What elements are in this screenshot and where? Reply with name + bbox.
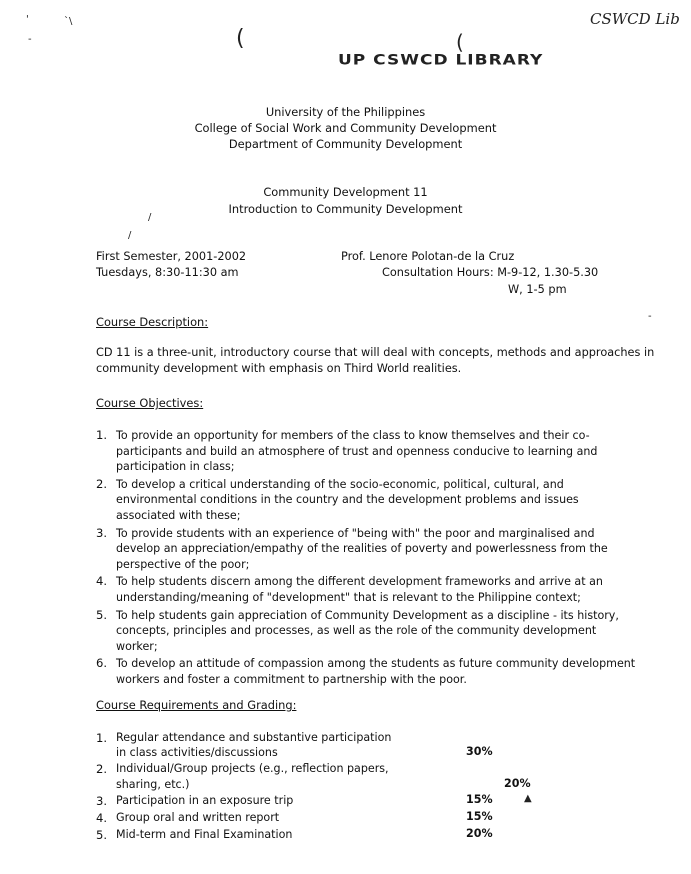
objective-item <box>96 428 636 475</box>
requirement-text-line-1: Individual/Group projects (e.g., reflection papers, <box>116 762 389 775</box>
requirement-item <box>96 810 596 826</box>
handwritten-note: CSWCD Lib <box>590 10 680 28</box>
requirement-text-line-1: Participation in an exposure trip <box>116 794 294 807</box>
requirements-heading: Course Requirements and Grading: <box>96 698 297 712</box>
objective-item <box>96 526 636 573</box>
requirement-percent: 20% <box>504 777 531 790</box>
header-college: College of Social Work and Community Development <box>194 121 497 135</box>
objectives-heading: Course Objectives: <box>96 396 204 410</box>
header-university: University of the Philippines <box>265 105 426 119</box>
requirement-number: 2. <box>96 762 108 776</box>
scan-mark: ▲ <box>524 793 532 804</box>
library-stamp: UP CSWCD LIBRARY <box>338 51 544 69</box>
requirement-text-line-1: Regular attendance and substantive participation <box>116 731 392 744</box>
consultation-hours: Consultation Hours: M-9-12, 1.30-5.30 <box>382 266 599 279</box>
class-time: Tuesdays, 8:30-11:30 am <box>96 266 239 279</box>
scan-mark: / <box>128 230 132 241</box>
header-department: Department of Community Development <box>228 137 463 151</box>
objective-number: 5. <box>96 607 108 622</box>
requirement-text-line-1: Mid-term and Final Examination <box>116 828 293 841</box>
requirement-number: 4. <box>96 811 108 825</box>
objective-text: To provide an opportunity for members of the class to know themselves and their co-participants and build an atmosphere of trust and openness conducive to learning and participation in class; <box>116 429 598 474</box>
objective-item <box>96 608 636 655</box>
objective-number: 2. <box>96 476 108 491</box>
objective-item <box>96 656 636 687</box>
course-code-title: Community Development 11 <box>263 185 428 199</box>
objective-item <box>96 477 636 524</box>
requirement-number: 1. <box>96 731 108 745</box>
description-line-2: community development with emphasis on Third World realities. <box>96 362 462 375</box>
requirement-percent: 20% <box>466 827 493 840</box>
requirement-number: 5. <box>96 828 108 842</box>
scan-mark: - <box>28 34 32 45</box>
scan-mark: ' <box>26 14 29 25</box>
description-line-1: CD 11 is a three-unit, introductory course that will deal with concepts, methods and approaches in <box>96 346 655 359</box>
course-name: Introduction to Community Development <box>228 202 463 216</box>
semester: First Semester, 2001-2002 <box>96 250 247 263</box>
objective-text: To help students gain appreciation of Community Development as a discipline - its history, concepts, principles and processes, as well as the role of the community development worker; <box>116 608 619 653</box>
objective-text: To help students discern among the different development frameworks and arrive at an understanding/meaning of "development" that is relevant to the Philippine context; <box>116 575 603 604</box>
objective-item <box>96 574 636 605</box>
requirement-item <box>96 730 596 762</box>
instructor-name: Prof. Lenore Polotan-de la Cruz <box>341 250 515 263</box>
requirement-percent: 15% <box>466 793 493 806</box>
objective-text: To develop an attitude of compassion among the students as future community development workers and foster a commitment to partnership with the poor. <box>116 657 636 686</box>
scan-mark: ( <box>236 26 245 51</box>
scan-mark: ( <box>456 30 464 54</box>
requirement-item <box>96 827 596 843</box>
scan-mark: - <box>648 311 652 322</box>
objective-number: 6. <box>96 656 108 671</box>
requirement-percent: 30% <box>466 745 493 758</box>
objective-number: 1. <box>96 428 108 442</box>
requirement-item <box>96 793 596 809</box>
requirement-text-line-2: in class activities/discussions <box>116 746 278 759</box>
objective-text: To provide students with an experience of "being with" the poor and marginalised and develop an appreciation/empathy of the realities of poverty and powerlessness from the perspective of the poor; <box>116 526 608 571</box>
scan-mark: `\ <box>64 16 73 27</box>
requirement-text-line-1: Group oral and written report <box>116 811 280 824</box>
objective-text: To develop a critical understanding of the socio-economic, political, cultural, and environmental conditions in the country and the development problems and issues associated with these; <box>116 477 579 522</box>
objective-number: 3. <box>96 525 108 540</box>
requirement-number: 3. <box>96 794 108 808</box>
consultation-hours-continued: W, 1-5 pm <box>508 283 567 296</box>
description-heading: Course Description: <box>96 315 209 329</box>
objectives-list <box>96 428 636 690</box>
objective-number: 4. <box>96 574 108 589</box>
scan-mark: / <box>148 212 152 223</box>
requirement-percent: 15% <box>466 810 493 823</box>
requirement-text-line-2: sharing, etc.) <box>116 778 190 791</box>
